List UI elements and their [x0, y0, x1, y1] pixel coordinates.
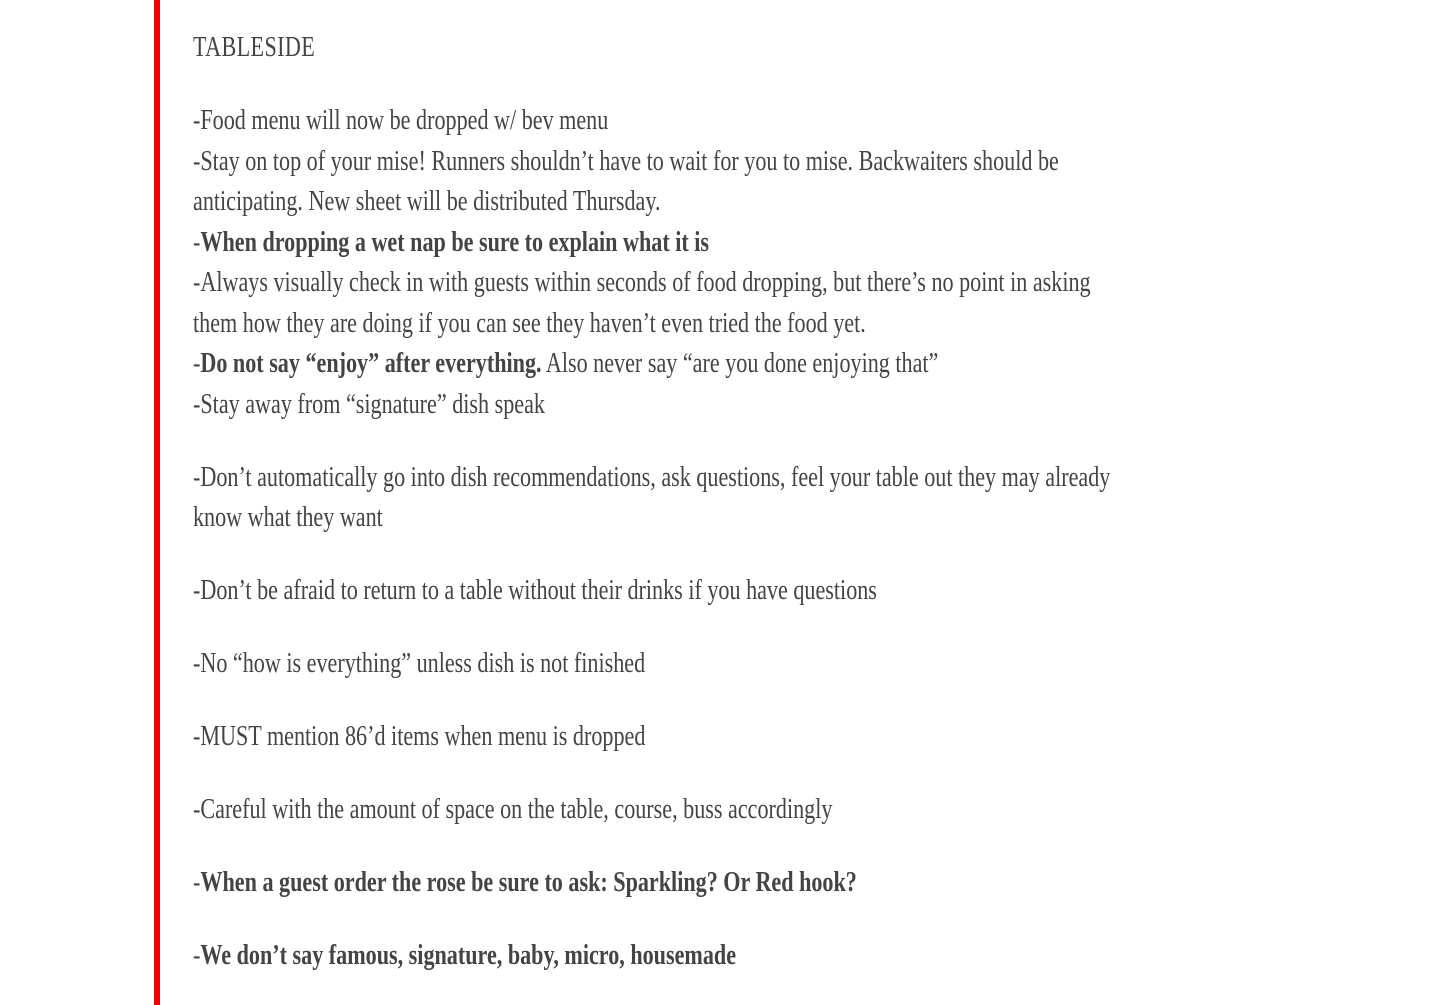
- paragraph: [193, 644, 1433, 685]
- paragraph: [193, 863, 1433, 904]
- text-line: [193, 571, 1173, 612]
- text-line: [193, 863, 1173, 904]
- text-line: [193, 101, 1173, 142]
- text-line: [193, 717, 1173, 758]
- text-line: [193, 936, 1173, 977]
- paragraph: [193, 101, 1433, 425]
- paragraph-list: [193, 101, 1433, 977]
- text-segment: -: [193, 226, 201, 258]
- text-segment: -Always visually check in with guests within seconds of food dropping, but there’s no point in asking: [193, 267, 1091, 298]
- paragraph: [193, 936, 1433, 977]
- text-segment: -Careful with the amount of space on the table, course, buss accordingly: [193, 794, 833, 825]
- text-segment: -Stay away from “signature” dish speak: [193, 388, 545, 420]
- page-title: TABLESIDE: [193, 32, 316, 63]
- text-line: [193, 458, 1173, 499]
- text-segment: -No “how is everything” unless dish is not finished: [193, 648, 646, 679]
- text-segment: -Stay on top of your mise! Runners shouldn’t have to wait for you to mise. Backwaiters should be: [193, 145, 1059, 177]
- text-segment: Also never say “are you done enjoying that”: [541, 348, 939, 379]
- paragraph: [193, 571, 1433, 612]
- paragraph: [193, 790, 1433, 831]
- text-segment: -MUST mention 86’d items when menu is dropped: [193, 721, 646, 752]
- text-line: [193, 498, 1173, 539]
- text-line: [193, 304, 1173, 345]
- text-segment: -: [193, 940, 201, 971]
- text-segment: -Food menu will now be dropped w/ bev menu: [193, 105, 609, 136]
- text-segment: -Don’t automatically go into dish recommendations, ask questions, feel your table out they may already: [193, 461, 1111, 493]
- text-line: [193, 344, 1173, 385]
- text-line: [193, 182, 1173, 223]
- paragraph: [193, 458, 1433, 539]
- text-segment: When dropping a wet nap be sure to explain what it is: [200, 226, 710, 258]
- text-segment: -Don’t be afraid to return to a table without their drinks if you have questions: [193, 575, 877, 606]
- paragraph: [193, 717, 1433, 758]
- text-line: [193, 644, 1173, 685]
- text-segment: know what they want: [193, 502, 383, 533]
- text-line: [193, 385, 1173, 426]
- text-segment: When a guest order the rose be sure to ask: Sparkling? Or Red hook?: [200, 867, 857, 898]
- left-accent-bar: [154, 0, 160, 1005]
- text-line: [193, 223, 1173, 264]
- text-line: [193, 263, 1173, 304]
- text-segment: Do not say “enjoy” after everything.: [200, 348, 542, 379]
- text-segment: -: [193, 867, 201, 898]
- text-line: [193, 142, 1173, 183]
- text-segment: -: [193, 348, 201, 379]
- document-content: [193, 28, 1433, 1005]
- text-line: [193, 790, 1173, 831]
- text-segment: them how they are doing if you can see they haven’t even tried the food yet.: [193, 307, 866, 339]
- text-segment: We don’t say famous, signature, baby, micro, housemade: [200, 940, 737, 971]
- text-segment: anticipating. New sheet will be distributed Thursday.: [193, 186, 661, 217]
